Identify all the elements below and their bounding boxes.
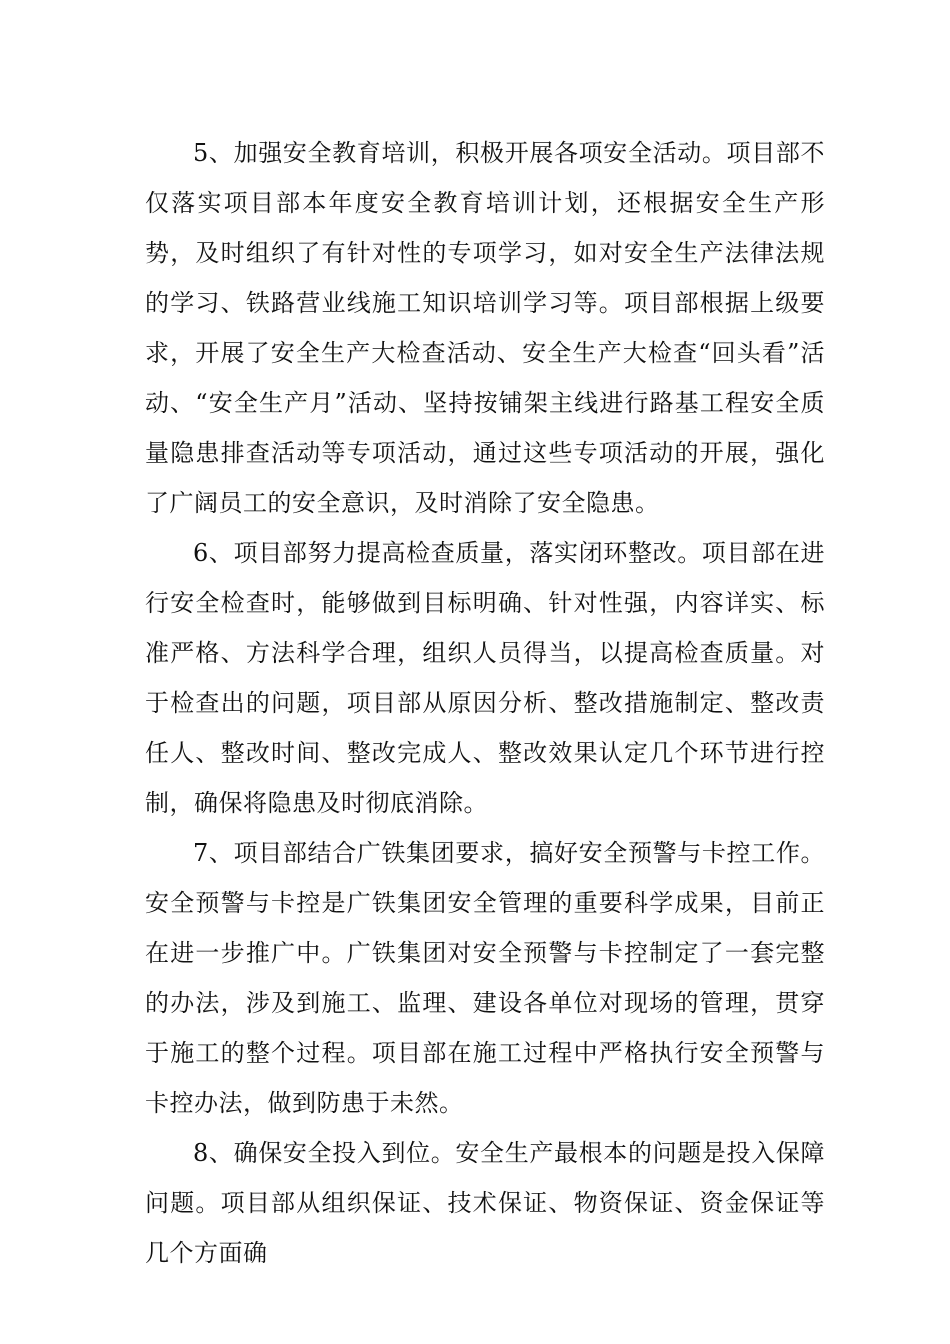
paragraph-6: 6、项目部努力提高检查质量，落实闭环整改。项目部在进行安全检查时，能够做到目标明确、针对性强，内容详实、标准严格、方法科学合理，组织人员得当，以提高检查质量。对于检查出的问题，项目部从原因分析、整改措施制定、整改责任人、整改时间、整改完成人、整改效果认定几个环节进行控制，确保将隐患及时彻底消除。 [145, 539, 825, 817]
document-body [145, 128, 825, 1278]
paragraph-5: 5、加强安全教育培训，积极开展各项安全活动。项目部不仅落实项目部本年度安全教育培训计划，还根据安全生产形势，及时组织了有针对性的专项学习，如对安全生产法律法规的学习、铁路营业线施工知识培训学习等。项目部根据上级要求，开展了安全生产大检查活动、安全生产大检查“回头看”活动、“安全生产月”活动、坚持按铺架主线进行路基工程安全质量隐患排查活动等专项活动，通过这些专项活动的开展，强化了广阔员工的安全意识，及时消除了安全隐患。 [145, 139, 825, 517]
paragraph-8: 8、确保安全投入到位。安全生产最根本的问题是投入保障问题。项目部从组织保证、技术保证、物资保证、资金保证等几个方面确 [145, 1139, 825, 1267]
paragraph-7: 7、项目部结合广铁集团要求，搞好安全预警与卡控工作。安全预警与卡控是广铁集团安全管理的重要科学成果，目前正在进一步推广中。广铁集团对安全预警与卡控制定了一套完整的办法，涉及到施工、监理、建设各单位对现场的管理，贯穿于施工的整个过程。项目部在施工过程中严格执行安全预警与卡控办法，做到防患于未然。 [145, 839, 825, 1117]
